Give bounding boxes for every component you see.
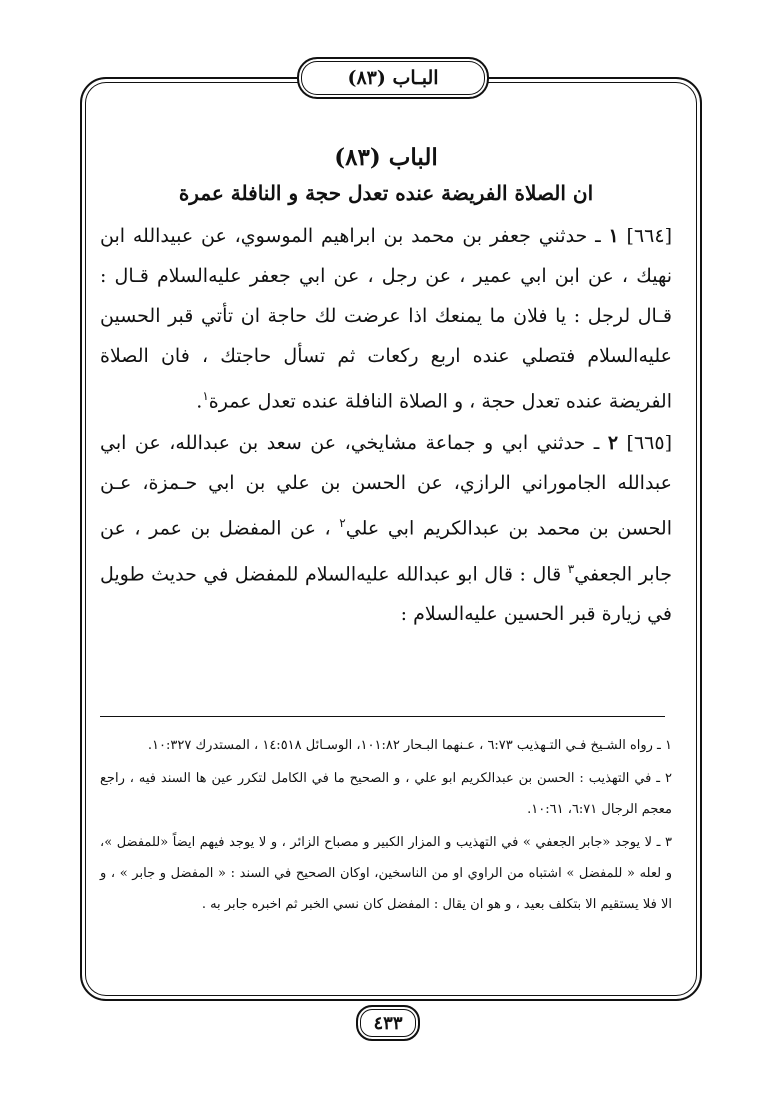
footnotes-section	[100, 730, 672, 922]
footnote-1: ١ ـ رواه الشـيخ فـي التـهذيب ٦:٧٣ ، عـنهما البـحار ١٠١:٨٢، الوسـائل ١٤:٥١٨ ، المستدرك ١٠:٣٢٧.	[147, 738, 672, 753]
hadith-text-part: ، عن المفضل بن عمر ، عن جابر الجعفي	[100, 517, 672, 585]
hadith-number: ٢	[607, 432, 619, 455]
hadith-number: ١	[608, 225, 619, 247]
footnote-marker[interactable]: ٢	[339, 516, 346, 531]
footnote-marker[interactable]: ٣	[567, 561, 575, 576]
hadith-ref: [٦٦٤]	[626, 225, 673, 247]
chapter-subtitle: ان الصلاة الفريضة عنده تعدل حجة و النافلة عمرة	[178, 181, 594, 205]
main-text	[100, 140, 672, 634]
page-number-tab	[356, 1005, 420, 1041]
footnote-marker[interactable]: ١	[202, 389, 209, 403]
hadith-text-part: قال : قال ابو عبدالله عليه‌السلام للمفضل في حديث طويل في زيارة قبر الحسين عليه‌السلام :	[100, 562, 672, 625]
footnote-2: ٢ ـ في التهذيب : الحسن بن عبدالكريم ابو علي ، و الصحيح ما في الكامل لتكرر عين ها السند فيه ، راجع معجم الرجال ٦:٧١، ١٠:٦١.	[100, 771, 672, 817]
hadith-paragraph-1	[100, 216, 672, 421]
footnote-3: ٣ ـ لا يوجد «جابر الجعفي » في التهذيب و المزار الكبير و مصباح الزائر ، و لا يوجد فيهم ايضاً «للمفضل »، و لعله « للمفضل » اشتباه من الراوي او من الناسخين، اوكان الصحيح في السند : « المفضل و جابر » ، و الا فلا يستقيم الا بتكلف بعيد ، و هو ان يقال : المفضل كان نسي الخبر ثم اخبره جابر به .	[100, 835, 672, 912]
chapter-title: الباب (٨٣)	[334, 144, 438, 171]
chapter-header-label: البـاب (٨٣)	[347, 67, 439, 89]
hadith-text-part: ـ حدثني ابي و جماعة مشايخي، عن سعد بن عبدالله، عن ابي عبدالله الجاموراني الرازي، عن الحسن بن علي بن ابي حـمزة، عـن الحسن بن محمد بن عبدالكريم ابي علي	[100, 432, 672, 540]
chapter-header-tab	[297, 57, 489, 99]
footnote-divider	[100, 716, 665, 717]
page-number: ٤٣٣	[373, 1012, 403, 1034]
hadith-paragraph-2	[100, 423, 672, 634]
hadith-ref: [٦٦٥]	[626, 432, 673, 455]
hadith-text: ـ حدثني جعفر بن محمد بن ابراهيم الموسوي، عن عبيدالله ابن نهيك ، عن ابن ابي عمير ، عن رجل ، عن ابي جعفر عليه‌السلام قـال : قـال لرجل : يا فلان ما يمنعك اذا عرضت لك حاجة ان تأتي قبر الحسين عليه‌السلام فتصلي عنده اربع ركعات ثم تسأل حاجتك ، فان الصلاة الفريضة عنده تعدل حجة ، و الصلاة النافلة عنده تعدل عمرة	[100, 225, 672, 413]
sentence-end: .	[196, 390, 203, 413]
